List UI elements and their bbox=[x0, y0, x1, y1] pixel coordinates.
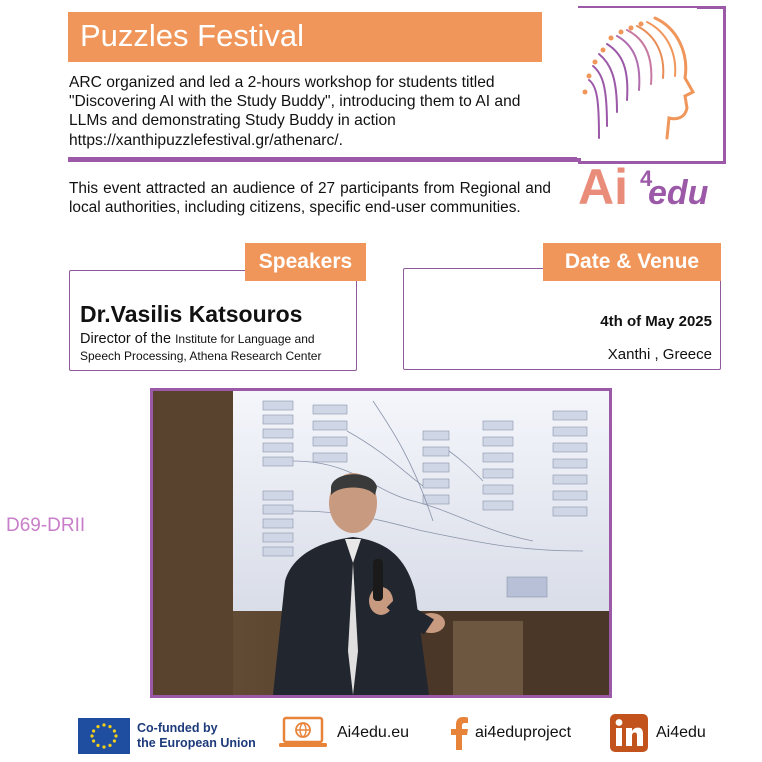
intro-paragraph bbox=[69, 73, 569, 150]
event-date: 4th of May 2025 bbox=[600, 313, 712, 330]
facebook-icon[interactable] bbox=[448, 716, 470, 750]
globe-laptop-icon bbox=[278, 716, 328, 750]
speakers-heading: Speakers bbox=[245, 243, 366, 281]
intro-link[interactable]: https://xanthipuzzlefestival.gr/athenarc/. bbox=[69, 131, 343, 149]
eu-line-2: the European Union bbox=[137, 736, 256, 750]
speaker-role-prefix: Director of the bbox=[80, 331, 176, 347]
speaker-role-org-2: Speech Processing, Athena Research Center bbox=[80, 349, 322, 363]
linkedin-icon[interactable] bbox=[610, 714, 648, 752]
speaker-photo bbox=[150, 388, 612, 698]
page-title: Puzzles Festival bbox=[80, 18, 304, 53]
event-place: Xanthi , Greece bbox=[607, 346, 712, 363]
intro-line-3: LLMs and demonstrating Study Buddy in action bbox=[69, 112, 396, 130]
audience-paragraph: This event attracted an audience of 27 participants from Regional and local authorities, including citizens, specific end-user communities. bbox=[69, 180, 551, 217]
website-link[interactable]: Ai4edu.eu bbox=[337, 724, 410, 741]
speaker-role bbox=[80, 330, 315, 348]
ai4edu-logo bbox=[578, 152, 738, 210]
facebook-link[interactable]: ai4eduproject bbox=[475, 724, 572, 741]
logo-ai-text: Ai bbox=[578, 159, 628, 210]
logo-4-text: 4 bbox=[640, 166, 653, 191]
eu-flag-icon bbox=[78, 718, 130, 754]
speaker-role-org: Institute for Language and bbox=[175, 332, 315, 346]
speaker-name: Dr.Vasilis Katsouros bbox=[80, 301, 303, 327]
intro-line-2: "Discovering AI with the Study Buddy", introducing them to AI and bbox=[69, 93, 521, 111]
intro-line-1: ARC organized and led a 2-hours workshop for students titled bbox=[69, 74, 495, 91]
document-code: D69-DRII bbox=[6, 515, 86, 536]
ai-head-logo-icon bbox=[577, 8, 697, 158]
eu-line-1: Co-funded by bbox=[137, 721, 218, 735]
eu-funding-text bbox=[137, 721, 256, 751]
logo-edu-text: edu bbox=[648, 174, 709, 210]
linkedin-link[interactable]: Ai4edu bbox=[656, 724, 706, 741]
divider bbox=[68, 157, 578, 162]
venue-heading: Date & Venue bbox=[543, 243, 721, 281]
